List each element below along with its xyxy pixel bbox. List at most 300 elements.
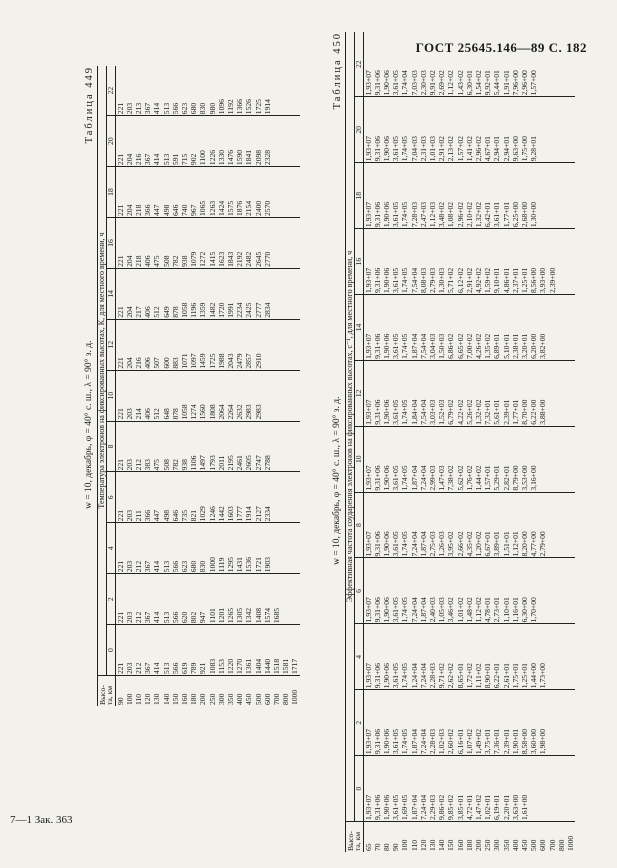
- table-cell: 221: [115, 611, 125, 624]
- table-cell: 2,82+01: [501, 465, 511, 491]
- table-cell: 6,67+01: [483, 531, 493, 557]
- table-cell: 1,12+01: [510, 531, 520, 557]
- table-450-caption: Таблица 450: [332, 32, 343, 110]
- table-cell: 1,93+07: [363, 333, 373, 359]
- table-cell: 3,60+00: [529, 728, 539, 755]
- table-cell: 2334: [262, 506, 272, 522]
- table-cell: 1440: [262, 658, 272, 674]
- table-cell: 1725: [207, 353, 217, 369]
- table-cell: 9,31+06: [372, 531, 382, 557]
- table-cell: 1,30+03: [437, 267, 447, 293]
- table-cell: 1,69+05: [400, 794, 410, 820]
- hour-header: 6: [107, 472, 116, 523]
- table-cell: 221: [115, 459, 125, 471]
- table-cell: 414: [152, 662, 162, 674]
- table-cell: 1,93+07: [363, 267, 373, 293]
- hour-header: 4: [355, 624, 364, 690]
- table-cell: 3,61+05: [391, 663, 401, 689]
- table-cell: 3,61+05: [391, 333, 401, 359]
- table-cell: 3,61+05: [391, 597, 401, 623]
- table-cell: 2,75+03: [428, 531, 438, 557]
- table-cell: 1,87+04: [418, 531, 428, 557]
- table-cell: 7,54+04: [418, 399, 428, 425]
- table-cell: 218: [134, 255, 143, 267]
- table-cell: 782: [170, 255, 180, 267]
- table-cell: 1442: [216, 506, 226, 522]
- table-cell: 2857: [244, 353, 254, 369]
- table-cell: 2,96+02: [455, 201, 465, 228]
- hour-header: 16: [355, 229, 364, 295]
- table-cell: 1,87+04: [409, 333, 419, 359]
- table-cell: 2,91+02: [437, 136, 447, 162]
- altitude-value: 110: [134, 693, 143, 705]
- altitude-value: 65: [363, 843, 373, 851]
- table-cell: 204: [124, 306, 134, 318]
- table-cell: 1,52+03: [437, 399, 447, 425]
- table-cell: 9,86+02: [437, 794, 447, 820]
- table-cell: 8,70+00: [520, 399, 530, 425]
- table-cell: 6,30+01: [464, 70, 474, 96]
- table-cell: 623: [180, 102, 190, 115]
- table-cell: 1,54+02: [474, 70, 484, 96]
- table-cell: 508: [161, 255, 171, 267]
- altitude-value: 160: [455, 839, 465, 851]
- table-cell: 1459: [198, 353, 208, 369]
- table-cell: 1841: [244, 149, 254, 166]
- table-cell: 1100: [198, 150, 208, 166]
- table-cell: 3,48+02: [437, 201, 447, 228]
- table-cell: 1,93+07: [363, 399, 373, 425]
- table-cell: 2154: [244, 200, 254, 216]
- altitude-value: 250: [483, 839, 493, 851]
- table-cell: 513: [161, 102, 171, 115]
- table-cell: 878: [170, 306, 180, 318]
- table-cell: 7,03+03: [409, 70, 419, 96]
- table-cell: 1029: [198, 506, 208, 522]
- table-cell: 512: [152, 306, 162, 318]
- table-cell: 1359: [198, 302, 208, 318]
- table-cell: 980: [207, 102, 217, 115]
- table-cell: 2,30+03: [418, 70, 428, 96]
- altitude-column: [363, 822, 575, 853]
- table-cell: 1,49+02: [474, 728, 484, 755]
- table-cell: 414: [152, 102, 162, 115]
- altitude-value: 200: [474, 839, 484, 851]
- table-cell: 1,93+07: [363, 201, 373, 228]
- data-column: [363, 295, 575, 361]
- altitude-value: 600: [538, 839, 548, 851]
- table-cell: 967: [189, 204, 199, 216]
- table-cell: 366: [143, 204, 153, 216]
- altitude-header: Высо-та, км: [346, 822, 364, 853]
- altitude-value: 100: [124, 693, 134, 705]
- hour-header: 16: [107, 217, 116, 268]
- table-cell: 9,31+06: [372, 201, 382, 228]
- table-cell: 366: [143, 509, 153, 522]
- table-450-subtitle: Эффективная частота соударения электронов на фиксированных высотах, с⁻¹, для местного времени, ч: [346, 32, 355, 822]
- table-cell: 5,61+01: [492, 399, 502, 425]
- hour-header: 20: [107, 116, 116, 167]
- table-cell: 203: [124, 611, 134, 624]
- table-cell: 2,20+01: [501, 794, 511, 820]
- table-cell: 9,31+06: [372, 663, 382, 689]
- table-cell: 1119: [216, 557, 226, 573]
- table-cell: 1988: [216, 353, 226, 369]
- altitude-value: 200: [198, 693, 208, 705]
- table-cell: 1,70+00: [529, 597, 539, 623]
- table-cell: 221: [115, 509, 125, 522]
- table-cell: 619: [180, 662, 190, 674]
- table-cell: 938: [180, 255, 190, 267]
- table-cell: 203: [124, 408, 134, 420]
- table-cell: 1,90+06: [382, 267, 391, 293]
- table-cell: 7,96+00: [510, 70, 520, 96]
- table-cell: 1914: [262, 99, 272, 115]
- table-cell: 1876: [235, 200, 245, 216]
- table-cell: 3,61+05: [391, 70, 401, 96]
- hour-header: 14: [355, 295, 364, 361]
- table-cell: 447: [152, 509, 162, 522]
- table-cell: 2,13+02: [446, 136, 456, 162]
- table-cell: 9,85+02: [446, 794, 456, 820]
- table-cell: 9,31+06: [372, 136, 382, 162]
- table-cell: 2,31+03: [418, 136, 428, 162]
- table-cell: 1,44+02: [474, 465, 484, 491]
- table-cell: 7,32+01: [483, 399, 493, 425]
- table-cell: 216: [134, 357, 143, 369]
- table-cell: 7,24+04: [418, 663, 428, 689]
- table-cell: 1,90+06: [382, 597, 391, 623]
- table-cell: 1096: [216, 99, 226, 115]
- table-cell: 1717: [290, 658, 300, 674]
- table-cell: 9,31+06: [372, 70, 382, 96]
- table-cell: 878: [170, 408, 180, 420]
- table-cell: 1265: [226, 607, 236, 624]
- table-cell: 5,44+01: [492, 70, 502, 96]
- table-cell: 6,65+02: [455, 333, 465, 359]
- table-cell: 218: [134, 204, 143, 216]
- table-cell: 1574: [262, 607, 272, 624]
- table-cell: 2,28+03: [428, 728, 438, 755]
- table-cell: 1603: [226, 506, 236, 522]
- data-column: [115, 523, 300, 574]
- table-cell: 2234: [235, 302, 245, 318]
- table-cell: 498: [161, 509, 171, 522]
- table-cell: 1777: [235, 506, 245, 522]
- table-cell: 680: [189, 560, 199, 573]
- table-cell: 1342: [244, 607, 254, 624]
- table-cell: 1,93+07: [363, 531, 373, 557]
- table-cell: 1,90+06: [382, 333, 391, 359]
- table-cell: 1,93+07: [363, 136, 373, 162]
- table-cell: 1097: [189, 353, 199, 369]
- table-cell: 406: [143, 255, 153, 267]
- table-cell: 7,54+04: [418, 333, 428, 359]
- table-cell: 2,66+02: [455, 531, 465, 557]
- table-cell: 1,93+07: [363, 794, 373, 820]
- table-cell: 680: [189, 102, 199, 115]
- table-cell: 8,79+00: [510, 465, 520, 491]
- table-cell: 1,90+06: [382, 201, 391, 228]
- table-cell: 447: [152, 204, 162, 216]
- table-cell: 6,30+00: [520, 597, 530, 623]
- table-cell: 367: [143, 153, 153, 166]
- table-cell: 2,47+03: [418, 201, 428, 228]
- hour-header: 14: [107, 268, 116, 319]
- table-cell: 3,04+03: [428, 333, 438, 359]
- table-cell: 1226: [207, 149, 217, 166]
- table-cell: 2,94+01: [501, 136, 511, 162]
- altitude-value: 350: [501, 839, 511, 851]
- table-cell: 1,50+03: [437, 333, 447, 359]
- table-cell: 4,92+02: [474, 267, 484, 293]
- table-cell: 3,61+05: [391, 728, 401, 755]
- table-cell: 2,39+00: [547, 267, 557, 293]
- table-cell: 414: [152, 611, 162, 624]
- table-cell: 3,82+00: [538, 333, 548, 359]
- table-cell: 213: [134, 102, 143, 115]
- table-cell: 4,86+01: [501, 267, 511, 293]
- altitude-value: 180: [189, 693, 199, 705]
- table-cell: 1220: [226, 658, 236, 674]
- table-cell: 221: [115, 357, 125, 369]
- table-cell: 9,71+02: [437, 663, 447, 689]
- table-cell: 1,73+00: [538, 663, 548, 689]
- table-cell: 7,24+04: [418, 465, 428, 491]
- table-cell: 7,24+04: [418, 728, 428, 755]
- table-cell: 9,91+02: [428, 70, 438, 96]
- table-cell: 1415: [207, 251, 217, 267]
- table-cell: 1065: [198, 200, 208, 216]
- table-cell: 221: [115, 204, 125, 216]
- table-cell: 1,32+02: [474, 201, 484, 228]
- table-cell: 1,24+04: [409, 663, 419, 689]
- table-cell: 1,74+05: [400, 333, 410, 359]
- altitude-value: 90: [115, 697, 125, 705]
- table-cell: 4,26+02: [474, 333, 484, 359]
- altitude-value: 130: [428, 839, 438, 851]
- table-cell: 789: [189, 662, 199, 674]
- table-cell: 2,37+01: [510, 267, 520, 293]
- altitude-value: 450: [244, 693, 254, 705]
- table-cell: 2098: [253, 149, 263, 166]
- table-449: [97, 66, 300, 706]
- table-cell: 938: [180, 459, 190, 471]
- table-cell: 1,30+00: [529, 201, 539, 228]
- data-column: [363, 624, 575, 690]
- table-cell: 623: [180, 560, 190, 573]
- table-cell: 5,10+01: [501, 333, 511, 359]
- data-column: [115, 421, 300, 472]
- table-cell: 2,91+02: [464, 267, 474, 293]
- data-column: [115, 217, 300, 268]
- table-cell: 4,35+02: [464, 531, 474, 557]
- table-cell: 1476: [226, 149, 236, 166]
- table-cell: 802: [189, 611, 199, 624]
- table-cell: 1536: [244, 557, 254, 573]
- table-cell: 1361: [244, 658, 254, 674]
- altitude-value: 400: [235, 693, 245, 705]
- table-450-block: [330, 32, 575, 852]
- table-cell: 2788: [262, 455, 272, 471]
- table-cell: 406: [143, 306, 153, 318]
- table-cell: 2482: [244, 251, 254, 267]
- table-cell: 1196: [189, 302, 199, 318]
- table-cell: 782: [170, 459, 180, 471]
- table-cell: 1424: [216, 200, 226, 216]
- table-cell: 1,07+02: [464, 728, 474, 755]
- table-cell: 1,47+03: [437, 465, 447, 491]
- altitude-value: 130: [152, 693, 162, 705]
- table-cell: 6,22+00: [529, 399, 539, 425]
- table-cell: 1,47+02: [474, 794, 484, 820]
- table-cell: 1,11+02: [474, 663, 484, 689]
- table-cell: 7,36+01: [492, 728, 502, 755]
- table-cell: 2777: [253, 302, 263, 318]
- data-column: [115, 319, 300, 370]
- table-cell: 1,91+01: [501, 70, 511, 96]
- table-cell: 1,48+02: [464, 597, 474, 623]
- table-cell: 1,72+02: [464, 663, 474, 689]
- table-cell: 1,90+06: [382, 399, 391, 425]
- table-cell: 1431: [235, 557, 245, 573]
- table-cell: 600: [161, 357, 171, 369]
- table-cell: 203: [124, 459, 134, 471]
- table-cell: 566: [170, 102, 180, 115]
- table-cell: 821: [189, 509, 199, 522]
- table-cell: 1575: [226, 200, 236, 216]
- table-cell: 512: [152, 408, 162, 420]
- table-cell: 3,61+05: [391, 136, 401, 162]
- table-cell: 1,75+01: [510, 663, 520, 689]
- table-cell: 1623: [216, 251, 226, 267]
- table-cell: 507: [152, 357, 162, 369]
- table-cell: 6,12+02: [455, 267, 465, 293]
- table-cell: 221: [115, 408, 125, 420]
- table-450-title: w = 10, декабрь, φ = 40° с. ш., λ = 90° з. д.: [332, 396, 342, 565]
- table-cell: 646: [170, 509, 180, 522]
- table-cell: 6,22+01: [492, 663, 502, 689]
- table-cell: 9,63+00: [510, 136, 520, 162]
- table-cell: 1,90+06: [382, 728, 391, 755]
- table-cell: 212: [134, 611, 143, 624]
- table-cell: 715: [180, 153, 190, 166]
- hour-header: 0: [355, 756, 364, 822]
- table-449-subtitle: Температура электронов на фиксированных высотах, К, для местного времени, ч: [98, 66, 107, 676]
- table-cell: 1,57+01: [483, 465, 493, 491]
- table-cell: 3,46+02: [446, 597, 456, 623]
- table-cell: 204: [124, 153, 134, 166]
- table-cell: 204: [124, 204, 134, 216]
- table-cell: 921: [198, 662, 208, 674]
- table-cell: 2983: [244, 404, 254, 420]
- table-cell: 1274: [189, 404, 199, 420]
- table-cell: 1071: [180, 353, 190, 369]
- table-cell: 1903: [262, 557, 272, 573]
- table-cell: 6,19+01: [492, 794, 502, 820]
- table-cell: 1,74+04: [400, 70, 410, 96]
- table-cell: 475: [152, 255, 162, 267]
- table-cell: 1,12+03: [428, 201, 438, 228]
- table-cell: 591: [170, 153, 180, 166]
- table-cell: 2645: [253, 251, 263, 267]
- table-cell: 203: [124, 662, 134, 674]
- table-cell: 203: [124, 509, 134, 522]
- data-column: [363, 97, 575, 163]
- altitude-value: 700: [547, 839, 557, 851]
- table-cell: 2264: [226, 404, 236, 420]
- table-cell: 414: [152, 153, 162, 166]
- table-cell: 646: [170, 204, 180, 216]
- table-cell: 4,77+00: [529, 531, 539, 557]
- table-cell: 2,39+01: [501, 399, 511, 425]
- table-cell: 2,79+00: [538, 531, 548, 557]
- table-cell: 212: [134, 560, 143, 573]
- data-column: [115, 625, 300, 676]
- table-cell: 1330: [216, 149, 226, 166]
- table-cell: 9,10+01: [492, 267, 502, 293]
- altitude-header: Высо-та, км: [98, 676, 116, 707]
- data-column: [115, 167, 300, 218]
- table-cell: 1,02+03: [437, 728, 447, 755]
- hour-header: 22: [107, 66, 116, 116]
- altitude-value: 500: [529, 839, 539, 851]
- table-cell: 1106: [189, 455, 199, 471]
- hour-header: 10: [107, 370, 116, 421]
- table-cell: 4,78+01: [483, 597, 493, 623]
- hour-header: 12: [107, 319, 116, 370]
- altitude-value: 350: [226, 693, 236, 705]
- table-cell: 1720: [216, 302, 226, 318]
- table-cell: 9,31+06: [372, 333, 382, 359]
- table-449-caption: Таблица 449: [84, 66, 95, 144]
- table-cell: 1,90+01: [510, 728, 520, 755]
- table-cell: 3,61+05: [391, 794, 401, 820]
- table-cell: 566: [170, 560, 180, 573]
- table-cell: 2,79+03: [428, 267, 438, 293]
- table-cell: 2461: [235, 455, 245, 471]
- altitude-value: 500: [253, 693, 263, 705]
- hour-header: 8: [355, 492, 364, 558]
- table-cell: 216: [134, 153, 143, 166]
- table-cell: 1366: [235, 99, 245, 115]
- table-cell: 649: [161, 306, 171, 318]
- table-cell: 1,74+05: [400, 597, 410, 623]
- table-cell: 5,62+02: [455, 465, 465, 491]
- data-column: [115, 116, 300, 167]
- table-cell: 7,24+04: [409, 531, 419, 557]
- table-cell: 8,65+01: [455, 663, 465, 689]
- table-cell: 1725: [253, 99, 263, 115]
- altitude-value: 1000: [290, 689, 300, 705]
- table-cell: 203: [124, 560, 134, 573]
- table-cell: 1,74+05: [400, 728, 410, 755]
- table-cell: 2,39+01: [501, 728, 511, 755]
- table-cell: 1,25+01: [520, 663, 530, 689]
- table-cell: 1590: [235, 149, 245, 166]
- table-cell: 1,16+01: [510, 597, 520, 623]
- table-449-title: w = 10, декабрь, φ = 40° с. ш., λ = 90° з. д.: [84, 340, 94, 509]
- table-cell: 1,05+03: [437, 597, 447, 623]
- table-cell: 1058: [180, 302, 190, 318]
- altitude-value: 80: [382, 843, 391, 851]
- altitude-value: 120: [418, 839, 428, 851]
- table-cell: 3,20+01: [520, 333, 530, 359]
- table-cell: 6,42+01: [483, 201, 493, 228]
- altitude-value: 120: [143, 693, 153, 705]
- table-cell: 1,32+02: [474, 399, 484, 425]
- table-cell: 2770: [262, 251, 272, 267]
